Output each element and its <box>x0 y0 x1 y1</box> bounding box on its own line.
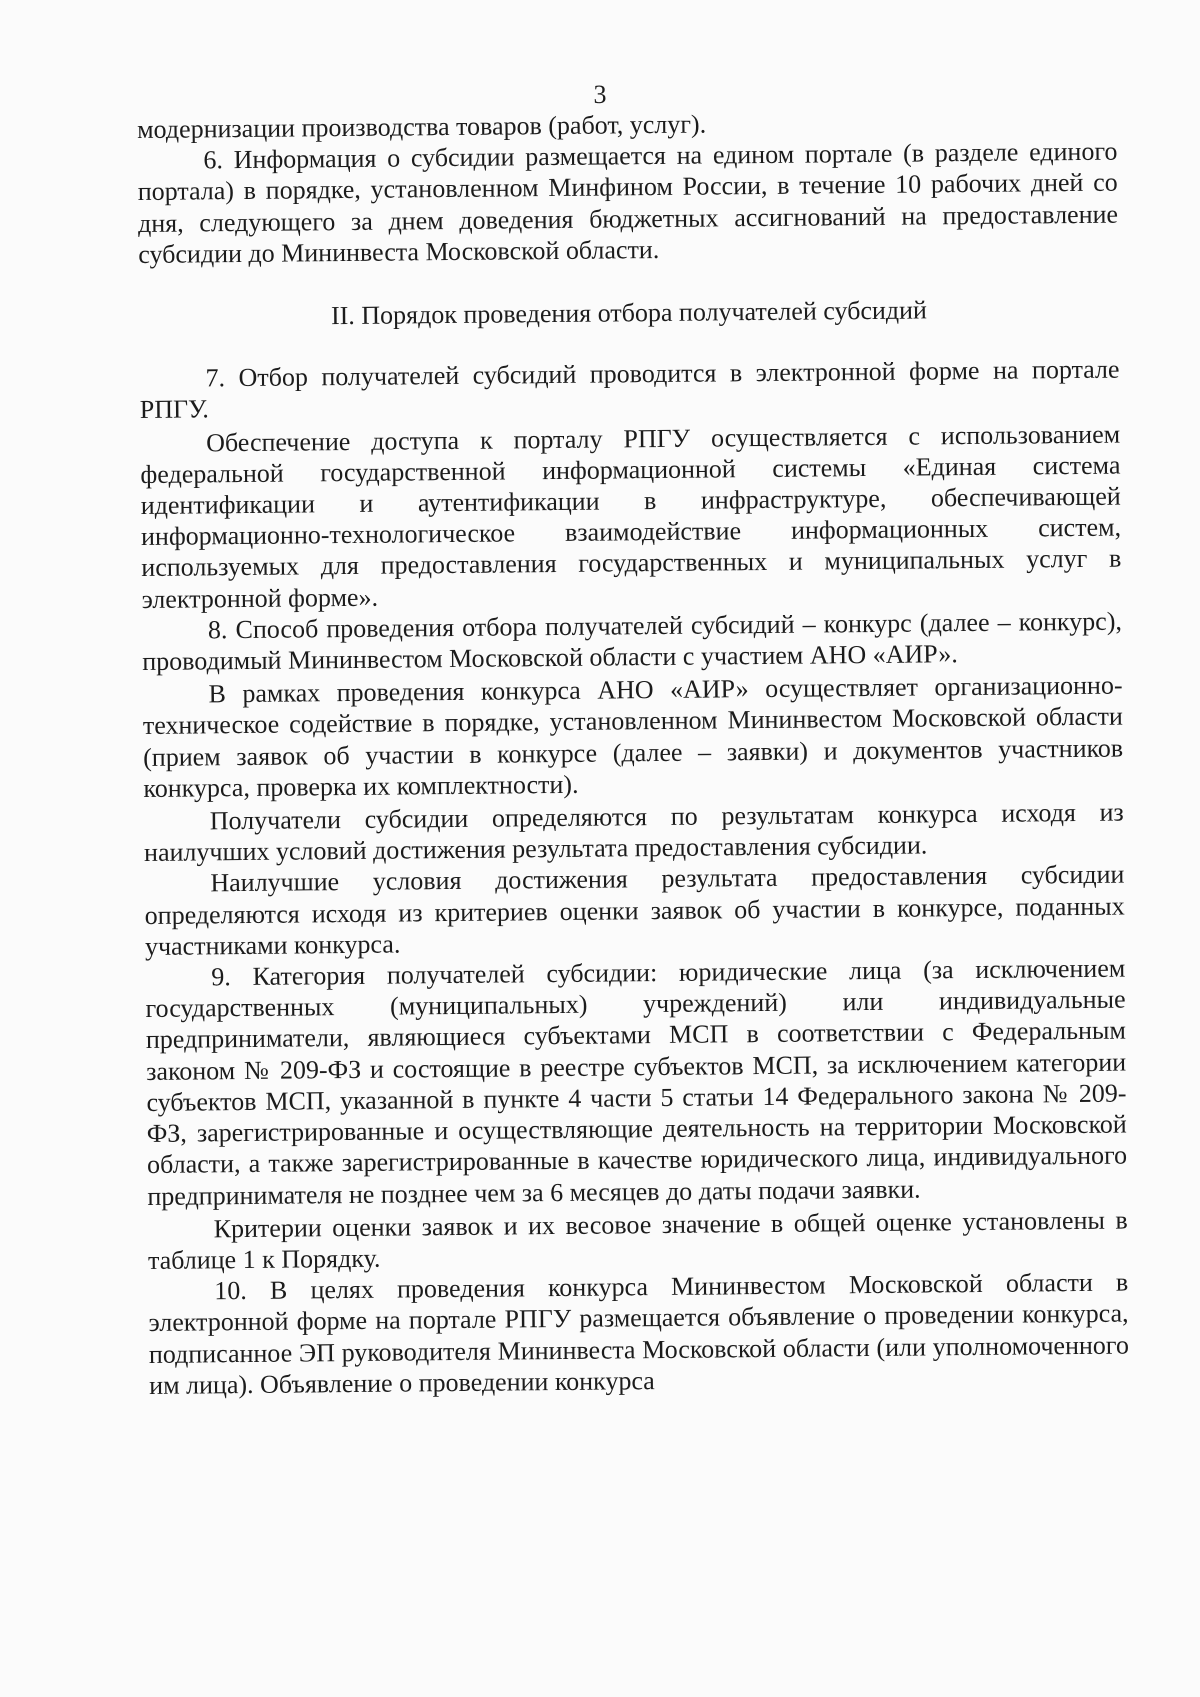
section-heading: II. Порядок проведения отбора получателей субсидий <box>330 295 928 331</box>
paragraph-8: 8. Способ проведения отбора получателей субсидий – конкурс (далее – конкурс), проводимый Мининвестом Московской области с участием АНО «АИР». <box>142 606 1123 677</box>
paragraph-10: 10. В целях проведения конкурса Мининвестом Московской области в электронной форме на портале РПГУ размещается объявление о проведении конкурса, подписанное ЭП руководителя Мининвеста Московской области (или уполномоченного им лица). Объявление о проведении конкурса <box>148 1267 1129 1400</box>
paragraph-9-criteria: Критерии оценки заявок и их весовое значение в общей оценке установлены в таблице 1 к Порядку. <box>147 1205 1128 1275</box>
paragraph-7: 7. Отбор получателей субсидий проводится в электронной форме на портале РПГУ. <box>139 354 1120 425</box>
paragraph-8-best-conditions: Наилучшие условия достижения результата предоставления субсидии определяются исходя из критериев оценки заявок об участии в конкурсе, поданных участниками конкурса. <box>144 860 1125 961</box>
paragraph-8-recipients: Получатели субсидии определяются по результатам конкурса исходя из наилучших условий достижения результата предоставления субсидии. <box>143 797 1124 868</box>
paragraph-8-air: В рамках проведения конкурса АНО «АИР» осуществляет организационно-техническое содействие в порядке, установленном Мининвестом Московской области (прием заявок об участии в конкурсе (далее – заявки) и документов участников конкурса, проверка их комплектности). <box>142 670 1124 803</box>
paragraph-9: 9. Категория получателей субсидии: юридические лица (за исключением государственных (муниципальных) учреждений) или индивидуальные предприниматели, являющиеся субъектами МСП в соответствии с Федеральным законом № 209-ФЗ и состоящие в реестре субъектов МСП, за исключением категории субъектов МСП, указанной в пункте 4 части 5 статьи 14 Федерального закона № 209-ФЗ, зарегистрированные и осуществляющие деятельность на территории Московской области, а также зарегистрированные в качестве юридического лица, индивидуального предпринимателя не позднее чем за 6 месяцев до даты подачи заявки. <box>145 953 1128 1211</box>
page-number: 3 <box>593 80 607 109</box>
paragraph-continuation: модернизации производства товаров (работ, услуг). <box>137 109 707 144</box>
document-body <box>137 105 1129 1401</box>
paragraph-7-access: Обеспечение доступа к порталу РПГУ осуществляется с использованием федеральной государственной информационной системы «Единая система идентификации и аутентификации в инфраструктуре, обеспечивающей информационно-технологическое взаимодействие информационных систем, используемых для предоставления государственных и муниципальных услуг в электронной форме». <box>140 419 1122 614</box>
paragraph-6: 6. Информация о субсидии размещается на едином портале (в разделе единого портала) в порядке, установленном Минфином России, в течение 10 рабочих дней со дня, следующего за днем доведения бюджетных ассигнований на предоставление субсидии до Мининвеста Московской области. <box>137 136 1119 269</box>
